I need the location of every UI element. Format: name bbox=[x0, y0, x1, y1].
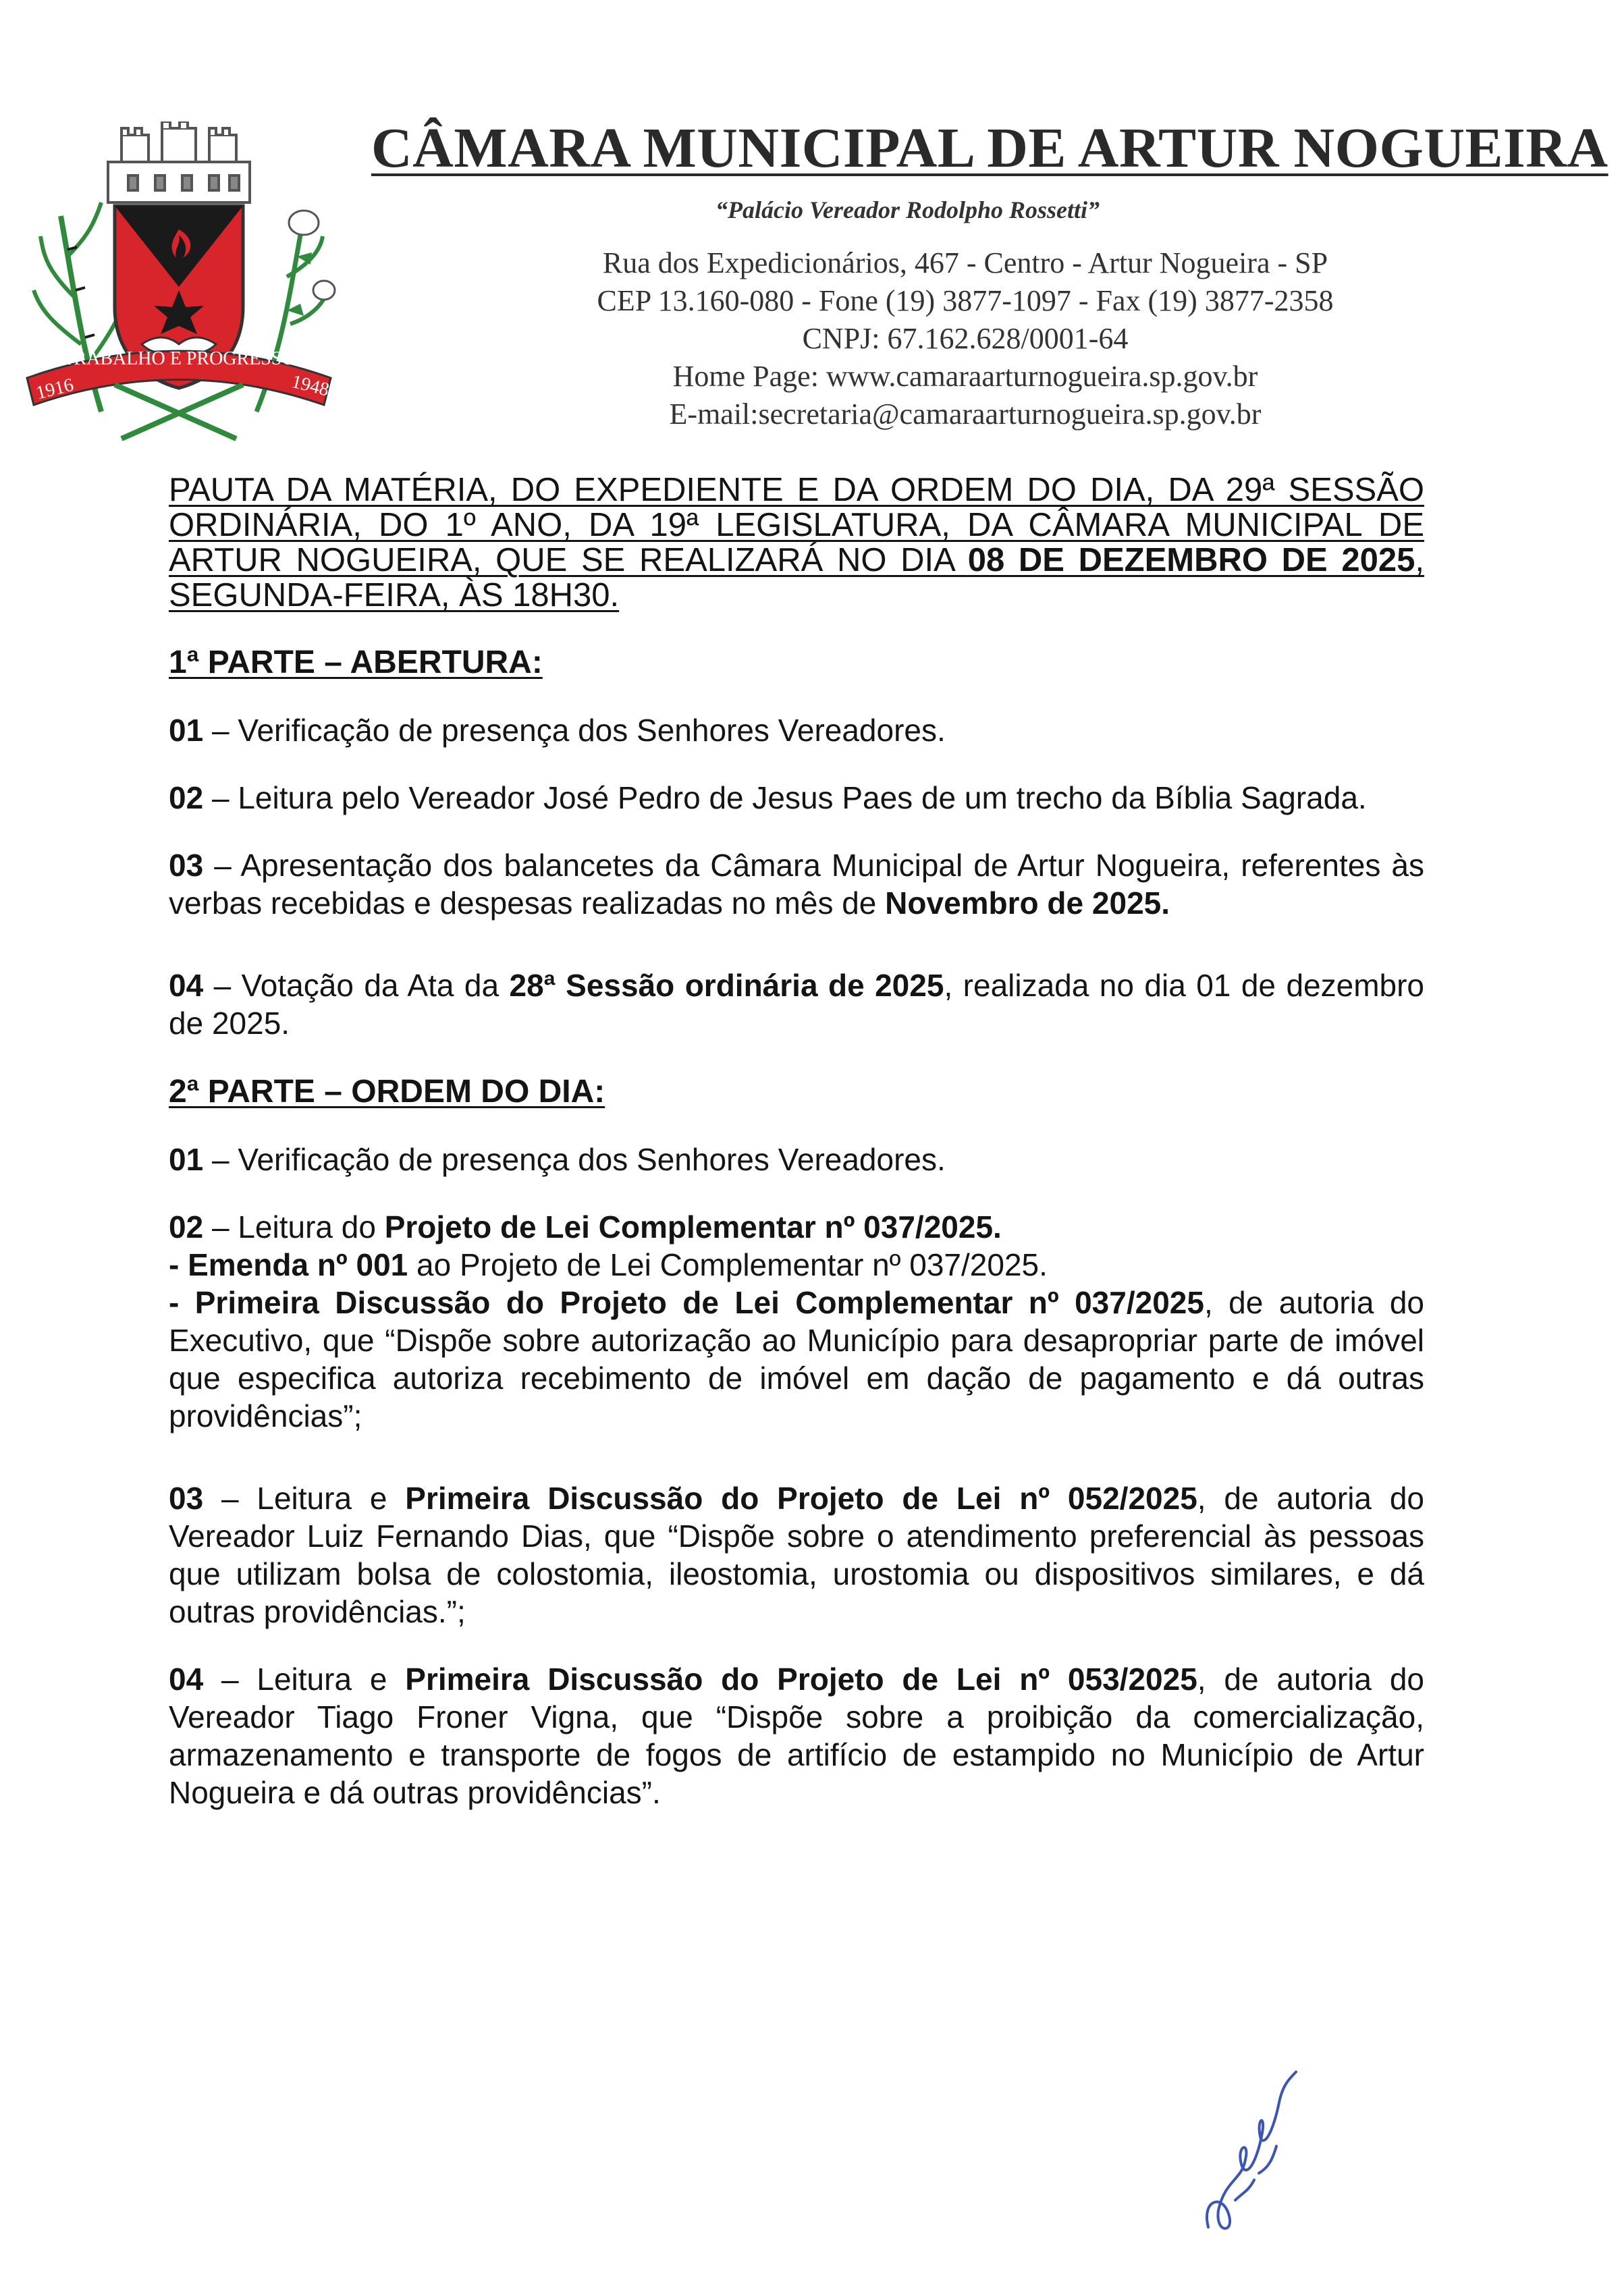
part2-item-03: 03 – Leitura e Primeira Discussão do Projeto de Lei nº 052/2025, de autoria do Vereador Luiz Fernando Dias, que “Dispõe sobre o atendimento preferencial às pessoas que utilizam bolsa de colostomia, ileostomia, urostomia ou dispositivos similares, e dá outras providências.”; bbox=[169, 1481, 1424, 1629]
castle-crown-icon bbox=[108, 121, 250, 202]
coat-of-arms-icon bbox=[20, 121, 338, 445]
part1-item-04: 04 – Votação da Ata da 28ª Sessão ordinária de 2025, realizada no dia 01 de dezembro de 2025. bbox=[169, 968, 1424, 1041]
agenda-heading: PAUTA DA MATÉRIA, DO EXPEDIENTE E DA ORDEM DO DIA, DA 29ª SESSÃO ORDINÁRIA, DO 1º ANO, DA 19ª LEGISLATURA, DA CÂMARA MUNICIPAL DE ARTUR NOGUEIRA, QUE SE REALIZARÁ NO DIA 08 DE DEZEMBRO DE 2025, SEGUNDA-FEIRA, ÀS 18H30. bbox=[169, 472, 1424, 613]
part1-item-02: 02 – Leitura pelo Vereador José Pedro de Jesus Paes de um trecho da Bíblia Sagrada. bbox=[169, 780, 1367, 815]
ribbon-motto: TRABALHO E PROGRESSO bbox=[62, 348, 296, 369]
part2-item-01: 01 – Verificação de presença dos Senhores Vereadores. bbox=[169, 1142, 946, 1177]
ribbon-year-right: 1948 bbox=[289, 371, 331, 401]
postal-phone-line: CEP 13.160-080 - Fone (19) 3877-1097 - Fax (19) 3877-2358 bbox=[597, 284, 1334, 317]
address-line: Rua dos Expedicionários, 467 - Centro - Artur Nogueira - SP bbox=[602, 246, 1328, 279]
part2-item-02: 02 – Leitura do Projeto de Lei Complementar nº 037/2025. bbox=[169, 1209, 1002, 1245]
agenda-body bbox=[169, 472, 1424, 1811]
cnpj-line: CNPJ: 67.162.628/0001-64 bbox=[802, 322, 1129, 355]
part2-item-02-emenda: - Emenda nº 001 ao Projeto de Lei Complementar nº 037/2025. bbox=[169, 1247, 1048, 1282]
signature-icon bbox=[1195, 2065, 1310, 2241]
part1-title: 1ª PARTE – ABERTURA: bbox=[169, 645, 543, 680]
email-line: E-mail:secretaria@camaraarturnogueira.sp.gov.br bbox=[669, 398, 1262, 431]
ribbon-year-left: 1916 bbox=[34, 374, 76, 404]
contact-block bbox=[526, 244, 1404, 433]
part2-title: 2ª PARTE – ORDEM DO DIA: bbox=[169, 1074, 605, 1110]
part2-item-04: 04 – Leitura e Primeira Discussão do Projeto de Lei nº 053/2025, de autoria do Vereador Tiago Froner Vigna, que “Dispõe sobre a proibição da comercialização, armazenamento e transporte de fogos de artifício de estampido no Município de Artur Nogueira e dá outras providências”. bbox=[169, 1662, 1424, 1810]
part1-item-01: 01 – Verificação de presença dos Senhores Vereadores. bbox=[169, 713, 946, 748]
homepage-line: Home Page: www.camaraarturnogueira.sp.gov.br bbox=[672, 360, 1258, 393]
part2-item-02-discussion: - Primeira Discussão do Projeto de Lei Complementar nº 037/2025, de autoria do Executivo, que “Dispõe sobre autorização ao Município para desapropriar parte de imóvel que especifica autoriza recebimento de imóvel em dação de pagamento e dá outras providências”; bbox=[169, 1285, 1424, 1433]
session-date: 08 DE DEZEMBRO DE 2025 bbox=[967, 542, 1415, 578]
part1-item-03: 03 – Apresentação dos balancetes da Câmara Municipal de Artur Nogueira, referentes às verbas recebidas e despesas realizadas no mês de Novembro de 2025. bbox=[169, 848, 1424, 921]
chamber-title: CÂMARA MUNICIPAL DE ARTUR NOGUEIRA bbox=[371, 117, 1609, 180]
motto-ribbon bbox=[27, 348, 331, 439]
palace-subtitle: “Palácio Vereador Rodolpho Rossetti” bbox=[716, 196, 1100, 223]
